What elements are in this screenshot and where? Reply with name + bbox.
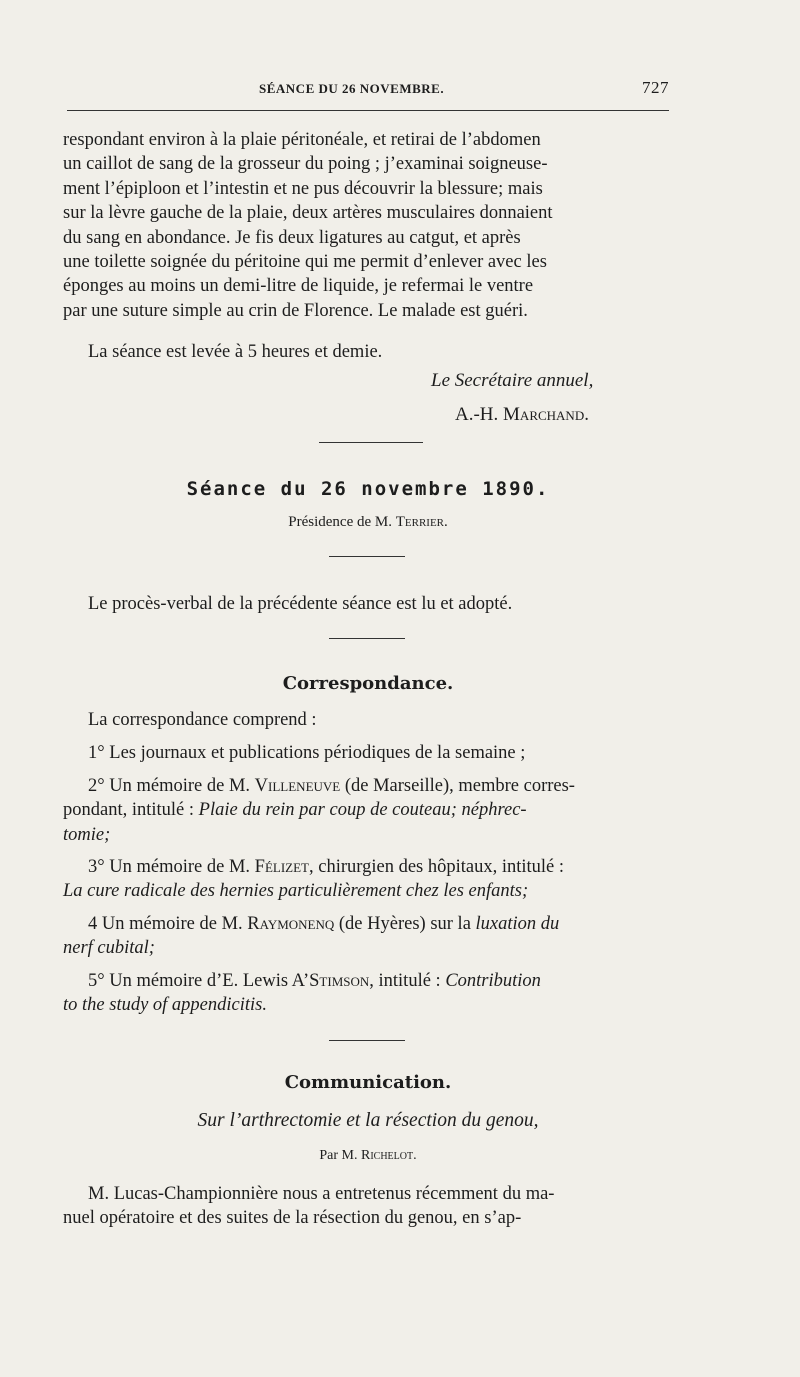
memoir-title: La cure radicale des hernies particulièrement chez les enfants; — [63, 881, 529, 902]
memoir-title: Plaie du rein par coup de couteau; néphrec- — [198, 800, 527, 821]
president-name: Terrier. — [395, 514, 448, 530]
correspondance-item-4 — [63, 912, 673, 961]
text-line: par une suture simple au crin de Florence. Le malade est guéri. — [63, 300, 528, 321]
text-line: du sang en abondance. Je fis deux ligatures au catgut, et après — [63, 227, 521, 248]
memoir-title: Contribution — [445, 970, 541, 991]
signature — [455, 404, 589, 426]
running-title: SÉANCE DU 26 NOVEMBRE. — [259, 81, 445, 96]
text-run: 2° Un mémoire de M. — [88, 775, 255, 796]
separator — [319, 442, 423, 443]
memoir-title: tomie; — [63, 824, 111, 845]
correspondance-heading: Correspondance. — [282, 673, 454, 694]
communication-title: Sur l’arthrectomie et la résection du genou, — [197, 1110, 539, 1131]
correspondance-item-5 — [63, 969, 673, 1018]
correspondance-intro: La correspondance comprend : — [88, 710, 317, 730]
memoir-title: nerf cubital; — [63, 938, 155, 959]
communication-heading: Communication. — [284, 1072, 452, 1093]
text-line: M. Lucas-Championnière nous a entretenus récemment du ma- — [88, 1184, 555, 1204]
text-run: 5° Un mémoire d’E. Lewis A’ — [88, 970, 310, 991]
signature-initials: A.-H. — [455, 404, 504, 425]
correspondance-list — [63, 708, 673, 1017]
text-run: 3° Un mémoire de M. — [88, 857, 255, 878]
page-number: 727 — [642, 78, 669, 97]
closing-text: La séance est levée à 5 heures et demie. — [88, 342, 383, 362]
communication-paragraph — [63, 1182, 673, 1231]
separator — [329, 1040, 405, 1041]
signature-role: Le Secrétaire annuel, — [431, 370, 594, 391]
separator — [329, 556, 405, 557]
correspondance-item-3 — [63, 855, 673, 904]
text-line: un caillot de sang de la grosseur du poing ; j’examinai soigneuse- — [63, 154, 548, 175]
text-line: respondant environ à la plaie péritonéale, et retirai de l’abdomen — [63, 130, 541, 150]
communication-author — [63, 1148, 673, 1164]
author-name: Raymonenq — [247, 913, 335, 934]
text-run: (de Hyères) sur la — [334, 913, 476, 934]
text-line: ment l’épiploon et l’intestin et ne pus découvrir la blessure; mais — [63, 178, 543, 199]
author-name: Richelot. — [361, 1148, 417, 1163]
text-line: sur la lèvre gauche de la plaie, deux artères musculaires donnaient — [63, 203, 553, 224]
correspondance-item-2 — [63, 774, 673, 847]
author-prefix: Par M. — [319, 1148, 361, 1163]
minutes-paragraph — [63, 592, 673, 616]
signature-name: Marchand. — [503, 404, 589, 425]
text-run: pondant, intitulé : — [63, 800, 199, 821]
text-line: une toilette soignée du péritoine qui me permit d’enlever avec les — [63, 252, 547, 273]
text-run: (de Marseille), membre corres- — [340, 775, 575, 796]
correspondance-item-1: 1° Les journaux et publications périodiques de la semaine ; — [88, 743, 526, 764]
memoir-title: to the study of appendicitis. — [63, 995, 267, 1016]
running-header — [63, 78, 669, 102]
author-name: Félizet — [254, 857, 309, 878]
text-run: 4 Un mémoire de M. — [88, 913, 248, 934]
text-run: , intitulé : — [369, 970, 446, 991]
author-name: Stimson — [309, 970, 370, 991]
text-line: nuel opératoire et des suites de la résection du genou, en s’ap- — [63, 1208, 522, 1229]
closing-line — [63, 340, 673, 364]
text-run: , chirurgien des hôpitaux, intitulé : — [309, 857, 565, 878]
text-line: éponges au moins un demi-litre de liquide, je refermai le ventre — [63, 276, 534, 297]
separator — [329, 638, 405, 639]
header-rule — [67, 110, 669, 111]
presidence-line — [63, 514, 673, 531]
minutes-text: Le procès-verbal de la précédente séance est lu et adopté. — [88, 594, 513, 614]
session-title: Séance du 26 novembre 1890. — [186, 478, 550, 500]
continuation-paragraph — [63, 128, 673, 323]
memoir-title: luxation du — [475, 913, 560, 934]
presidence-prefix: Présidence de M. — [288, 514, 396, 530]
author-name: Villeneuve — [254, 775, 341, 796]
